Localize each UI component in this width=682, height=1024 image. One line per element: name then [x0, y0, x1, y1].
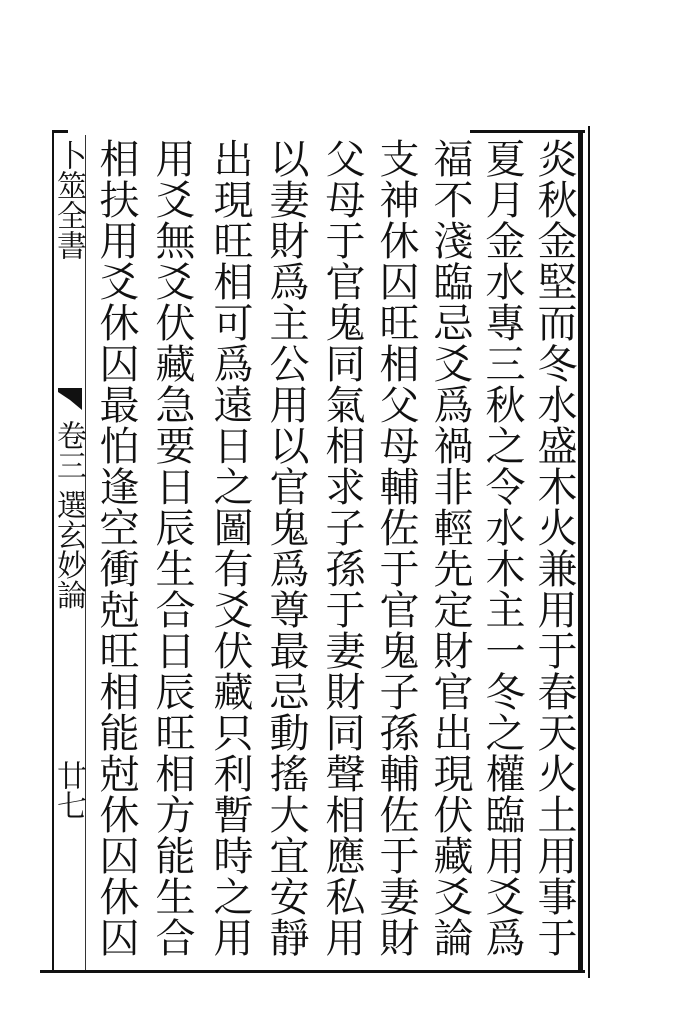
text-column-5: 父母于官鬼同氣相求子孫于妻財同聲相應私用 — [319, 138, 365, 958]
frame-top-border — [470, 130, 585, 133]
gutter-book-title: 卜筮全書 — [51, 140, 86, 260]
text-column-8: 用爻無爻伏藏急要日辰生合日辰旺相方能生合 — [149, 138, 195, 958]
text-column-3: 福不淺臨忌爻爲禍非輕先定財官出現伏藏爻論 — [427, 138, 473, 958]
text-column-7: 出現旺相可爲遠日之圖有爻伏藏只利暫時之用 — [207, 138, 253, 958]
frame-right-outer-border — [588, 126, 590, 978]
text-column-4: 支神休囚旺相父母輔佐于官鬼子孫輔佐于妻財 — [373, 138, 419, 958]
text-column-2: 夏月金水專三秋之令水木主一冬之權臨用爻爲 — [479, 138, 525, 958]
gutter-page-number: 廿七 — [51, 760, 86, 820]
frame-left-top-border — [52, 130, 68, 133]
fish-tail-mark-icon — [58, 388, 82, 410]
text-column-6: 以妻財爲主公用以官鬼爲尊最忌動搖大宜安靜 — [263, 138, 309, 958]
text-column-1: 炎秋金堅而冬水盛木火兼用于春天火土用事于 — [531, 138, 577, 958]
frame-bottom-border — [40, 970, 585, 973]
gutter-chapter: 卷三 選玄妙論 — [51, 420, 86, 610]
frame-right-border — [578, 130, 583, 970]
text-column-9: 相扶用爻休囚最怕逢空衝尅旺相能尅休囚休囚 — [93, 138, 139, 958]
